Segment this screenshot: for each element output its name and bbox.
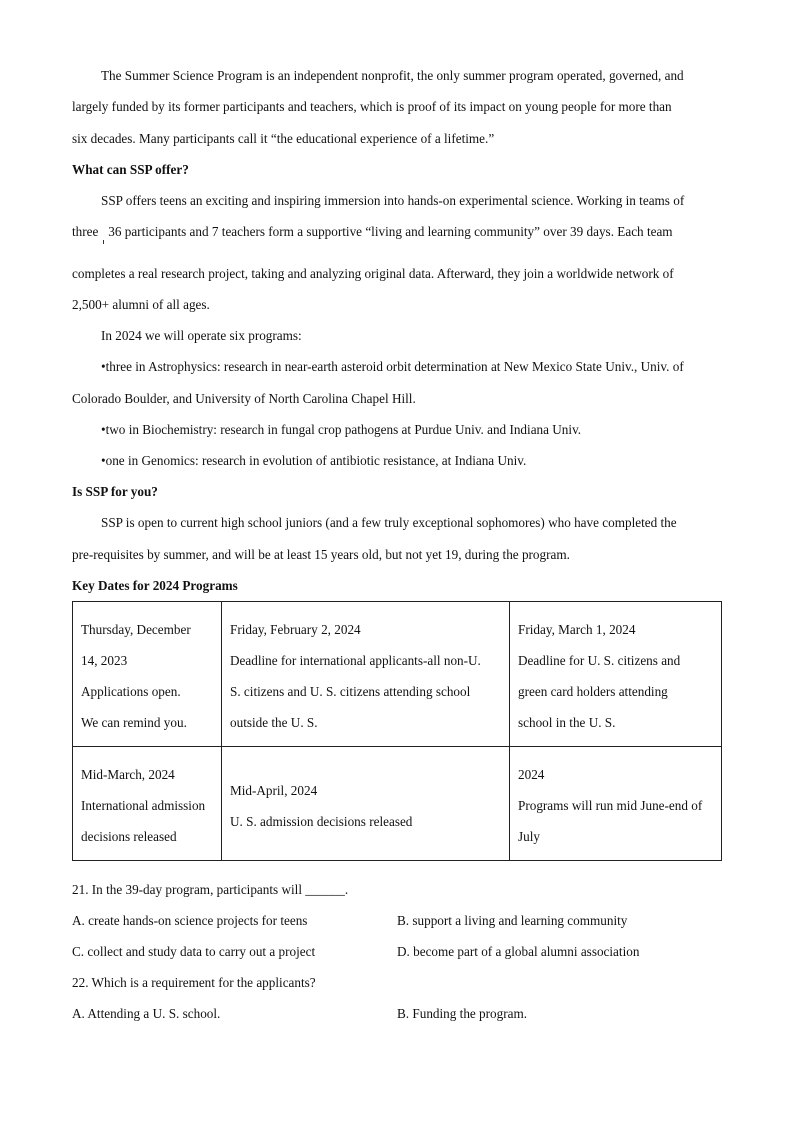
cell-line: Friday, March 1, 2024 — [518, 622, 636, 637]
offer-line-1: SSP offers teens an exciting and inspiring immersion into hands-on experimental science. Working in teams of — [101, 193, 685, 208]
cell-line: Programs will run mid June-end of — [518, 798, 703, 813]
cell-line: Friday, February 2, 2024 — [230, 622, 361, 637]
table-cell — [222, 747, 510, 861]
table-cell — [73, 602, 222, 747]
table-cell — [73, 747, 222, 861]
programs-intro: In 2024 we will operate six programs: — [101, 328, 302, 343]
question-21-option-a: A. create hands-on science projects for teens — [72, 913, 308, 928]
question-21-stem: 21. In the 39-day program, participants will ______. — [72, 882, 349, 897]
cell-line: Deadline for international applicants-all non-U. — [230, 653, 481, 668]
question-22-option-b: B. Funding the program. — [397, 1006, 528, 1021]
cell-line: Applications open. — [81, 684, 181, 699]
stray-mark — [103, 240, 104, 244]
table-row — [73, 747, 722, 861]
question-22-stem: 22. Which is a requirement for the applicants? — [72, 975, 316, 990]
cell-line: We can remind you. — [81, 715, 187, 730]
intro-line-1: The Summer Science Program is an independent nonprofit, the only summer program operated, governed, and — [101, 68, 684, 83]
question-22-option-a: A. Attending a U. S. school. — [72, 1006, 221, 1021]
heading-what-can-ssp-offer: What can SSP offer? — [72, 162, 189, 177]
key-dates-table — [72, 601, 722, 861]
cell-line: 2024 — [518, 767, 545, 782]
question-21-option-d: D. become part of a global alumni association — [397, 944, 640, 959]
question-21-option-c: C. collect and study data to carry out a project — [72, 944, 316, 959]
cell-line: Deadline for U. S. citizens and — [518, 653, 681, 668]
table-row — [73, 602, 722, 747]
offer-line-4: 2,500+ alumni of all ages. — [72, 297, 210, 312]
program-astrophysics-cont: Colorado Boulder, and University of North Carolina Chapel Hill. — [72, 391, 416, 406]
question-21-option-b: B. support a living and learning community — [397, 913, 628, 928]
program-genomics: •one in Genomics: research in evolution of antibiotic resistance, at Indiana Univ. — [101, 453, 527, 468]
cell-line: decisions released — [81, 829, 177, 844]
cell-line: July — [518, 829, 540, 844]
cell-line: school in the U. S. — [518, 715, 616, 730]
cell-line: Mid-March, 2024 — [81, 767, 175, 782]
cell-line: outside the U. S. — [230, 715, 318, 730]
program-astrophysics: •three in Astrophysics: research in near-earth asteroid orbit determination at New Mexico State Univ., Univ. of — [101, 359, 684, 374]
table-cell — [510, 747, 722, 861]
eligibility-line-2: pre-requisites by summer, and will be at least 15 years old, but not yet 19, during the program. — [72, 547, 570, 562]
offer-line-3: completes a real research project, taking and analyzing original data. Afterward, they join a worldwide network of — [72, 266, 674, 281]
offer-line-2: three 36 participants and 7 teachers form a supportive “living and learning community” over 39 days. Each team — [72, 224, 673, 239]
intro-line-2: largely funded by its former participants and teachers, which is proof of its impact on young people for more than — [72, 99, 672, 114]
heading-key-dates: Key Dates for 2024 Programs — [72, 578, 238, 593]
cell-line: S. citizens and U. S. citizens attending school — [230, 684, 471, 699]
cell-line: International admission — [81, 798, 206, 813]
table-cell — [510, 602, 722, 747]
table-cell — [222, 602, 510, 747]
eligibility-line-1: SSP is open to current high school juniors (and a few truly exceptional sophomores) who have completed the — [101, 515, 677, 530]
cell-line: Thursday, December — [81, 622, 191, 637]
cell-line: Mid-April, 2024 — [230, 782, 318, 798]
intro-line-3: six decades. Many participants call it “the educational experience of a lifetime.” — [72, 131, 495, 146]
cell-line: 14, 2023 — [81, 653, 128, 668]
heading-is-ssp-for-you: Is SSP for you? — [72, 484, 158, 499]
cell-line: green card holders attending — [518, 684, 668, 699]
cell-line: U. S. admission decisions released — [230, 813, 413, 829]
program-biochemistry: •two in Biochemistry: research in fungal crop pathogens at Purdue Univ. and Indiana Univ. — [101, 422, 582, 437]
